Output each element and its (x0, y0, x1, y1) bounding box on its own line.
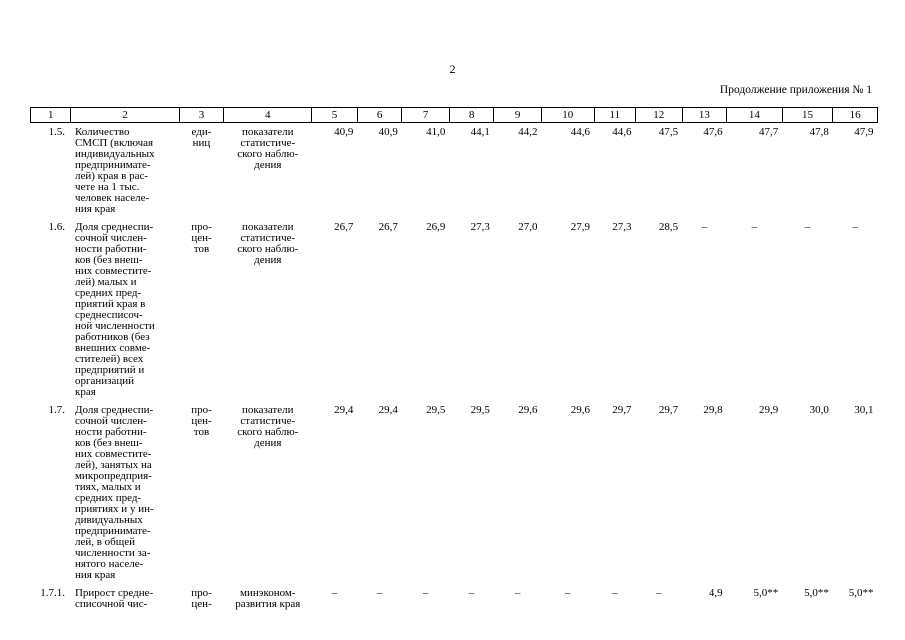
value-cell: 44,1 (470, 126, 490, 138)
unit-cell: про- цен- тов (191, 404, 212, 438)
column-header-6: 6 (357, 108, 402, 123)
value-cell: 29,5 (470, 404, 490, 416)
column-header-7: 7 (402, 108, 450, 123)
value-cell: – (701, 221, 708, 233)
page-number: 2 (449, 62, 456, 76)
indicator-name: Доля среднеспи- сочной числен- ности работни- ков (без внеш- них совместите- лей), занятых на микропредприя- тиях, малых и средних пред- приятиях и у ин- дивидуальных предпринимате- лей, в общей численности за- нятого населе- ния края (74, 404, 154, 581)
value-cell: 30,1 (854, 404, 874, 416)
value-cell: 27,0 (518, 221, 538, 233)
table-row (31, 123, 878, 219)
value-cell: 5,0** (848, 587, 874, 599)
value-cell: – (612, 587, 618, 599)
value-cell: 47,9 (854, 126, 874, 138)
unit-cell: про- цен- (191, 587, 212, 610)
value-cell: 27,9 (570, 221, 591, 233)
data-table (30, 107, 878, 613)
value-cell: – (376, 587, 383, 599)
value-cell: 47,8 (809, 126, 829, 138)
value-cell: 44,6 (570, 126, 591, 138)
value-cell: 28,5 (658, 221, 679, 233)
table-row (31, 401, 878, 584)
indicator-name: Доля среднеспи- сочной числен- ности работни- ков (без внеш- них совместите- лей) малых и средних пред- приятий края в среднесписоч- ной численности работников (без внешних совме- стителей) всех предприятий и организаций края (74, 221, 155, 398)
value-cell: 27,3 (470, 221, 490, 233)
value-cell: 29,5 (426, 404, 446, 416)
column-header-13: 13 (682, 108, 727, 123)
source-cell: показатели статистиче- ского наблю- дения (237, 126, 299, 171)
value-cell: 26,7 (334, 221, 354, 233)
header-row (31, 108, 878, 123)
value-cell: – (422, 587, 429, 599)
value-cell: – (564, 587, 571, 599)
value-cell: 5,0** (753, 587, 779, 599)
column-header-9: 9 (494, 108, 542, 123)
value-cell: 29,6 (570, 404, 591, 416)
value-cell: 29,4 (378, 404, 398, 416)
table-row (31, 218, 878, 401)
source-cell: минэконом- развития края (235, 587, 301, 610)
column-header-5: 5 (312, 108, 358, 123)
column-header-15: 15 (782, 108, 833, 123)
value-cell: 40,9 (334, 126, 354, 138)
value-cell: – (514, 587, 521, 599)
indicator-name: Количество СМСП (включая индивидуальных предпринимате- лей) края в рас- чете на 1 тыс. человек населе- ния края (74, 126, 155, 215)
source-cell: показатели статистиче- ского наблю- дения (237, 221, 299, 266)
column-header-10: 10 (541, 108, 594, 123)
unit-cell: про- цен- тов (191, 221, 212, 255)
value-cell: – (656, 587, 662, 599)
value-cell: – (852, 221, 858, 233)
value-cell: 29,6 (518, 404, 538, 416)
row-number: 1.5. (48, 126, 65, 138)
value-cell: 47,5 (658, 126, 679, 138)
value-cell: 47,6 (703, 126, 723, 138)
value-cell: 27,3 (612, 221, 632, 233)
value-cell: – (804, 221, 811, 233)
value-cell: 4,9 (708, 587, 723, 599)
unit-cell: еди- ниц (191, 126, 212, 149)
value-cell: 40,9 (378, 126, 398, 138)
row-number: 1.6. (48, 221, 65, 233)
column-header-2: 2 (71, 108, 179, 123)
row-number: 1.7.1. (40, 587, 65, 599)
column-header-14: 14 (727, 108, 783, 123)
column-header-16: 16 (833, 108, 878, 123)
value-cell: – (331, 587, 338, 599)
value-cell: 26,9 (426, 221, 446, 233)
column-header-4: 4 (224, 108, 312, 123)
value-cell: 44,6 (612, 126, 632, 138)
value-cell: 29,4 (334, 404, 354, 416)
source-cell: показатели статистиче- ского наблю- дения (237, 404, 299, 449)
continuation-caption: Продолжение приложения № 1 (719, 84, 872, 96)
value-cell: 44,2 (518, 126, 538, 138)
column-header-11: 11 (594, 108, 635, 123)
indicator-name: Прирост средне- списочной чис- (74, 587, 154, 610)
row-number: 1.7. (48, 404, 65, 416)
value-cell: 47,7 (759, 126, 779, 138)
value-cell: 29,9 (759, 404, 779, 416)
value-cell: 30,0 (809, 404, 829, 416)
value-cell: – (751, 221, 758, 233)
column-header-1: 1 (31, 108, 71, 123)
value-cell: 29,7 (658, 404, 679, 416)
value-cell: 26,7 (378, 221, 398, 233)
column-header-12: 12 (636, 108, 683, 123)
table-row (31, 584, 878, 613)
column-header-3: 3 (179, 108, 224, 123)
column-header-8: 8 (449, 108, 494, 123)
value-cell: 41,0 (426, 126, 446, 138)
value-cell: – (468, 587, 475, 599)
value-cell: 5,0** (804, 587, 829, 599)
value-cell: 29,7 (612, 404, 632, 416)
value-cell: 29,8 (703, 404, 723, 416)
